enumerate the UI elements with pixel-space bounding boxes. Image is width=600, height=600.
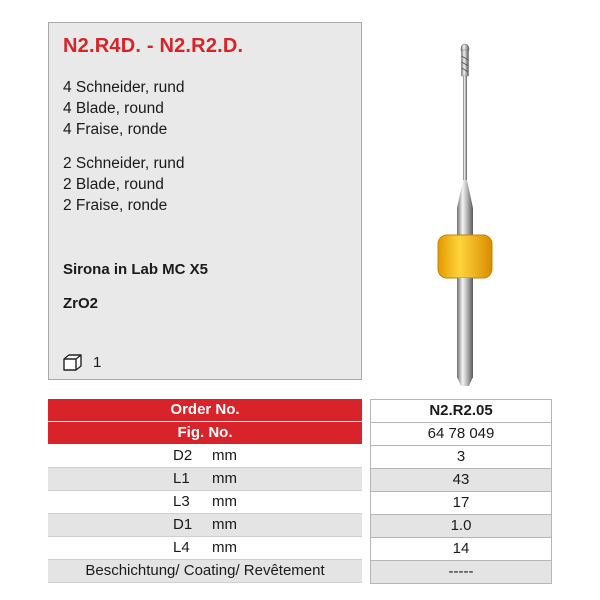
blade-line-fr: 4 Fraise, ronde [63, 121, 168, 138]
table-row [48, 445, 362, 468]
param-symbol: D1 [173, 516, 193, 533]
param-symbol: L4 [173, 539, 190, 556]
table-row [48, 560, 362, 583]
param-unit: mm [212, 493, 237, 510]
param-unit: mm [212, 516, 237, 533]
table-row [371, 469, 552, 492]
table-row [371, 400, 552, 423]
blade-line-en: 2 Blade, round [63, 176, 164, 193]
package-box-icon [61, 353, 83, 371]
table-row [48, 468, 362, 491]
material-name: ZrO2 [63, 295, 99, 312]
table-row [371, 492, 552, 515]
table-row [48, 491, 362, 514]
fig-no-label: Fig. No. [48, 422, 362, 445]
param-value: 1.0 [371, 515, 552, 538]
spec-value-table [370, 399, 552, 584]
product-info-panel [48, 22, 362, 380]
blade-line-de: 4 Schneider, rund [63, 79, 185, 96]
order-no-value: N2.R2.05 [371, 400, 552, 423]
blade-line-fr: 2 Fraise, ronde [63, 197, 168, 214]
blade-description-4 [63, 77, 185, 140]
machine-name: Sirona in Lab MC X5 [63, 261, 209, 278]
param-symbol: D2 [173, 447, 193, 464]
param-symbol: L1 [173, 470, 190, 487]
order-no-label: Order No. [48, 399, 362, 422]
package-quantity [61, 353, 101, 371]
param-label [173, 537, 237, 559]
blade-description-2 [63, 153, 185, 216]
param-unit: mm [212, 539, 237, 556]
table-row [48, 422, 362, 445]
param-value: 3 [371, 446, 552, 469]
table-row [48, 399, 362, 422]
table-row [48, 537, 362, 560]
param-value: 17 [371, 492, 552, 515]
milling-bur-image [420, 30, 510, 390]
table-row [371, 538, 552, 561]
param-value: 43 [371, 469, 552, 492]
param-unit: mm [212, 470, 237, 487]
param-value: 14 [371, 538, 552, 561]
product-title: N2.R4D. - N2.R2.D. [63, 35, 244, 57]
fig-no-value: 64 78 049 [371, 423, 552, 446]
coating-label: Beschichtung/ Coating/ Revêtement [48, 560, 362, 583]
param-label [173, 445, 237, 467]
package-quantity-value: 1 [93, 353, 102, 371]
param-unit: mm [212, 447, 237, 464]
table-row [371, 515, 552, 538]
table-row [371, 446, 552, 469]
blade-line-en: 4 Blade, round [63, 100, 164, 117]
blade-line-de: 2 Schneider, rund [63, 155, 185, 172]
table-row [48, 514, 362, 537]
spec-label-table [48, 399, 362, 583]
param-symbol: L3 [173, 493, 190, 510]
coating-value: ----- [371, 561, 552, 584]
table-row [371, 423, 552, 446]
table-row [371, 561, 552, 584]
param-label [173, 468, 237, 490]
param-label [173, 514, 237, 536]
param-label [173, 491, 237, 513]
